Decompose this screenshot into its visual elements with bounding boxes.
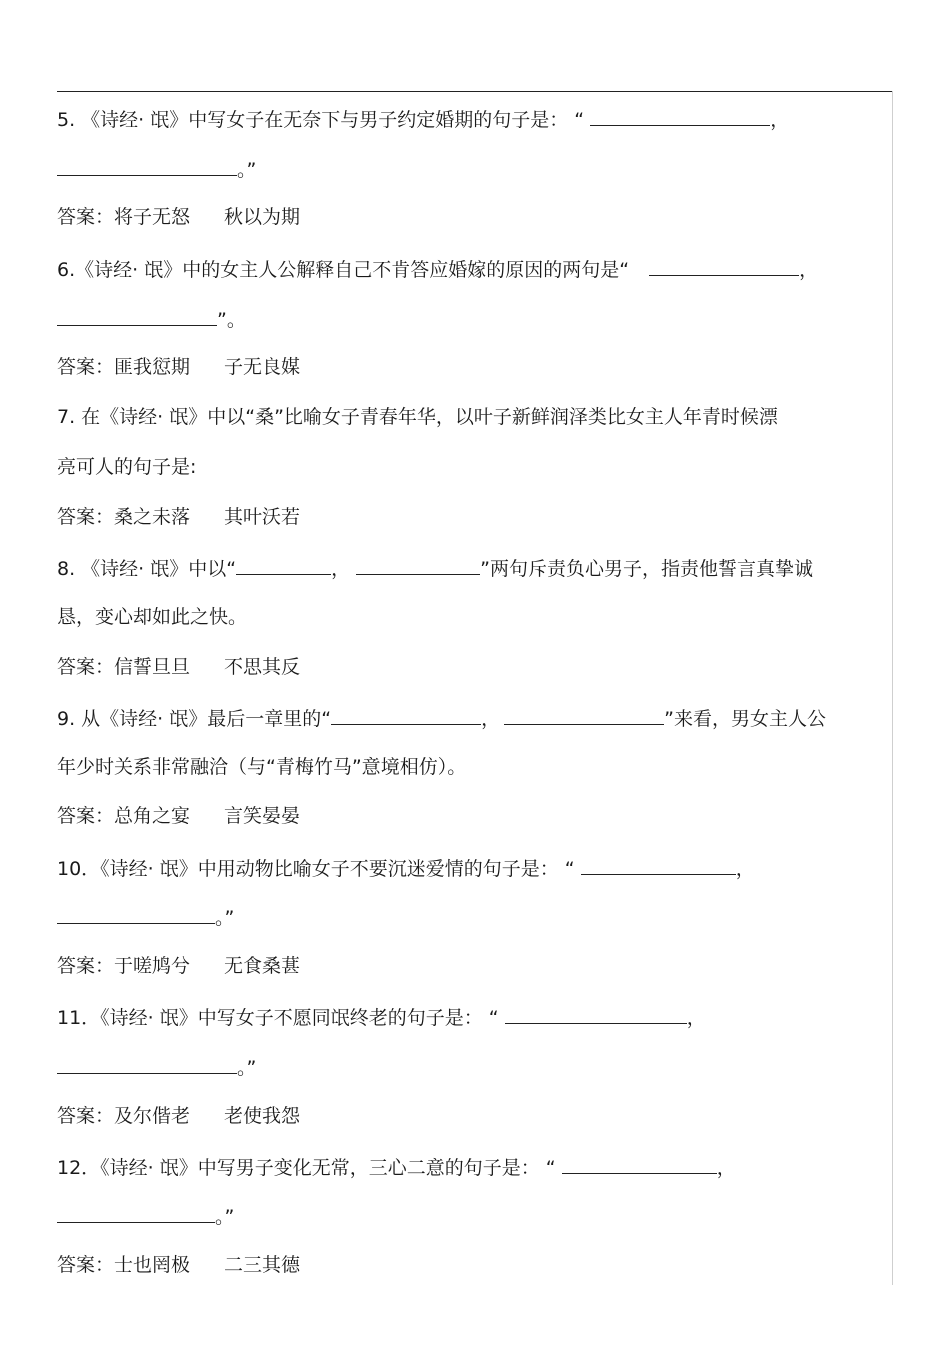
question-11-blank-2[interactable] [57,1051,237,1074]
answer-11-a: 及尔偕老 [114,1105,191,1127]
question-5-line-1 [57,103,897,133]
question-10-comma: ， [735,858,755,880]
question-6-blank-2[interactable] [57,303,217,326]
question-10-blank-2[interactable] [57,901,215,924]
question-5-blank-2[interactable] [57,153,237,176]
question-9-blank-1[interactable] [331,702,481,725]
top-rule [57,91,893,92]
answer-12-b: 二三其德 [224,1254,301,1276]
question-6-end: ”。 [217,309,246,331]
question-5-comma: ， [770,109,790,131]
answer-6 [57,352,897,382]
answer-label: 答案： [57,356,115,378]
question-12-line-1 [57,1151,897,1181]
question-7-line-2 [57,452,897,482]
answer-6-a: 匪我愆期 [114,356,191,378]
answer-11-b: 老使我怨 [224,1105,301,1127]
question-7-text-cont: 亮可人的句子是: [57,456,197,478]
question-11-line-1 [57,1001,897,1031]
question-11-end: 。” [237,1057,257,1079]
question-6-text: 6.《诗经· 氓》中的女主人公解释自己不肯答应婚嫁的原因的两句是“ [57,259,630,281]
answer-9-a: 总角之宴 [114,805,191,827]
answer-label: 答案： [57,1105,115,1127]
question-9-blank-2[interactable] [504,702,664,725]
answer-5 [57,202,897,232]
question-6-line-2 [57,303,897,333]
question-5-line-2 [57,153,897,183]
question-10-blank-1[interactable] [581,852,736,875]
answer-label: 答案： [57,955,115,977]
question-12-line-2 [57,1200,897,1230]
question-7-text: 7. 在《诗经· 氓》中以“桑”比喻女子青春年华，以叶子新鲜润泽类比女主人年青时候漂 [57,406,778,428]
answer-7-a: 桑之未落 [114,506,191,528]
question-12-text: 12．《诗经· 氓》中写男子变化无常，三心二意的句子是： “ [57,1157,556,1179]
question-9-comma: ， [481,708,501,730]
question-8-comma: ， [331,558,351,580]
answer-8-a: 信誓旦旦 [114,656,191,678]
answer-label: 答案： [57,506,115,528]
question-10-text: 10．《诗经· 氓》中用动物比喻女子不要沉迷爱情的句子是： “ [57,858,575,880]
answer-7 [57,502,897,532]
question-6-line-1 [57,253,897,283]
answer-9-b: 言笑晏晏 [224,805,301,827]
answer-label: 答案： [57,1254,115,1276]
question-8-text-c: ”两句斥责负心男子，指责他誓言真挚诚 [480,558,813,580]
answer-5-a: 将子无怒 [114,206,191,228]
answer-label: 答案： [57,206,115,228]
answer-11 [57,1101,897,1131]
answer-10 [57,951,897,981]
question-5-blank-1[interactable] [590,103,770,126]
answer-10-b: 无食桑葚 [224,955,301,977]
question-10-line-2 [57,901,897,931]
answer-8-b: 不思其反 [224,656,301,678]
question-9-line-1 [57,702,897,732]
answer-10-a: 于嗟鸠兮 [114,955,191,977]
question-7-line-1 [57,402,897,432]
answer-8 [57,652,897,682]
question-12-blank-2[interactable] [57,1200,215,1223]
answer-12-a: 士也罔极 [114,1254,191,1276]
question-11-line-2 [57,1051,897,1081]
question-8-line-2 [57,602,897,632]
question-8-blank-1[interactable] [236,552,331,575]
answer-7-b: 其叶沃若 [224,506,301,528]
question-5-end: 。” [237,159,257,181]
answer-9 [57,801,897,831]
question-9-text-c: ”来看，男女主人公 [664,708,826,730]
question-12-end: 。” [215,1206,235,1228]
question-12-comma: ， [716,1157,736,1179]
question-9-text-cont: 年少时关系非常融洽（与“青梅竹马”意境相仿）。 [57,756,467,778]
answer-label: 答案： [57,656,115,678]
question-9-text-a: 9. 从《诗经· 氓》最后一章里的“ [57,708,332,730]
question-10-end: 。” [215,907,235,929]
question-6-comma: ， [799,259,819,281]
answer-label: 答案： [57,805,115,827]
question-9-line-2 [57,752,897,782]
question-12-blank-1[interactable] [562,1151,717,1174]
question-8-text-cont: 恳，变心却如此之快。 [57,606,248,628]
question-10-line-1 [57,852,897,882]
question-8-blank-2[interactable] [356,552,480,575]
question-6-blank-1[interactable] [649,253,799,276]
answer-12 [57,1250,897,1280]
question-11-blank-1[interactable] [505,1001,687,1024]
question-8-text-a: 8. 《诗经· 氓》中以“ [57,558,237,580]
question-11-comma: ， [686,1007,706,1029]
question-11-text: 11．《诗经· 氓》中写女子不愿同氓终老的句子是： “ [57,1007,499,1029]
question-5-text: 5. 《诗经· 氓》中写女子在无奈下与男子约定婚期的句子是： “ [57,109,585,131]
answer-5-b: 秋以为期 [224,206,301,228]
question-8-line-1 [57,552,897,582]
answer-6-b: 子无良媒 [224,356,301,378]
